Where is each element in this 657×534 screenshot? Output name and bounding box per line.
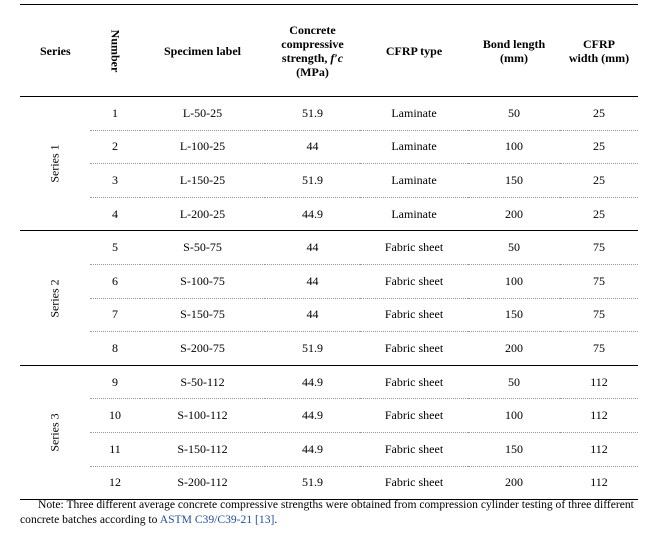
cell-cfrp-type: Fabric sheet	[360, 466, 468, 500]
cell-number: 11	[90, 432, 140, 466]
strength-symbol: f′c	[330, 50, 344, 65]
cell-specimen-label: S-50-112	[140, 365, 265, 399]
series-label: Series 1	[47, 144, 62, 183]
cell-number: 2	[90, 130, 140, 164]
cell-specimen-label: S-150-112	[140, 432, 265, 466]
table-row	[20, 97, 638, 131]
cell-bond-length: 100	[468, 264, 560, 298]
cell-number: 5	[90, 231, 140, 265]
cell-cfrp-width: 112	[560, 466, 638, 500]
series-label: Series 3	[47, 413, 62, 452]
cell-strength: 44	[265, 130, 360, 164]
cell-number: 1	[90, 97, 140, 131]
cell-strength: 44.9	[265, 365, 360, 399]
header-number: Number	[90, 5, 140, 97]
cell-specimen-label: S-50-75	[140, 231, 265, 265]
cell-strength: 44.9	[265, 399, 360, 433]
series-cell	[20, 97, 90, 231]
series-label: Series 2	[47, 278, 62, 318]
cell-bond-length: 100	[468, 130, 560, 164]
cell-bond-length: 50	[468, 231, 560, 265]
table-row	[20, 197, 638, 231]
cell-cfrp-width: 75	[560, 231, 638, 265]
cell-specimen-label: S-150-75	[140, 298, 265, 332]
cell-strength: 44	[265, 231, 360, 265]
cell-number: 10	[90, 399, 140, 433]
cell-strength: 51.9	[265, 164, 360, 198]
cell-bond-length: 200	[468, 466, 560, 500]
cell-strength: 51.9	[265, 466, 360, 500]
cell-number: 4	[90, 197, 140, 231]
table-body	[20, 97, 638, 500]
cell-cfrp-width: 25	[560, 197, 638, 231]
cell-strength: 44.9	[265, 197, 360, 231]
cell-cfrp-type: Fabric sheet	[360, 399, 468, 433]
cell-bond-length: 50	[468, 365, 560, 399]
cell-cfrp-type: Fabric sheet	[360, 432, 468, 466]
cell-number: 3	[90, 164, 140, 198]
cell-specimen-label: S-100-112	[140, 399, 265, 433]
header-series: Series	[20, 5, 90, 97]
cell-cfrp-width: 112	[560, 365, 638, 399]
cell-cfrp-width: 75	[560, 264, 638, 298]
cell-strength: 44	[265, 298, 360, 332]
header-specimen-label: Specimen label	[140, 5, 265, 97]
cell-bond-length: 50	[468, 97, 560, 131]
cell-cfrp-width: 75	[560, 298, 638, 332]
table-note: Note: Three different average concrete compressive strengths were obtained from compression cylinder testing of three different concrete batches according to ASTM C39/C39-21 [13].	[20, 498, 634, 526]
cell-cfrp-type: Fabric sheet	[360, 231, 468, 265]
cell-bond-length: 150	[468, 164, 560, 198]
series-cell	[20, 365, 90, 499]
cell-strength: 51.9	[265, 97, 360, 131]
cell-number: 7	[90, 298, 140, 332]
header-row	[20, 5, 638, 97]
header-strength: Concrete compressive strength, f′c (MPa)	[265, 5, 360, 97]
cell-number: 9	[90, 365, 140, 399]
cell-cfrp-width: 25	[560, 97, 638, 131]
table-row	[20, 130, 638, 164]
specimen-table	[20, 4, 638, 500]
header-cfrp-width: CFRP width (mm)	[560, 5, 638, 97]
cell-bond-length: 200	[468, 197, 560, 231]
cell-specimen-label: L-50-25	[140, 97, 265, 131]
table-row	[20, 365, 638, 399]
table-row	[20, 231, 638, 265]
table-row	[20, 399, 638, 433]
series-cell	[20, 231, 90, 365]
cell-cfrp-type: Fabric sheet	[360, 298, 468, 332]
cell-specimen-label: L-200-25	[140, 197, 265, 231]
cell-bond-length: 100	[468, 399, 560, 433]
table-row	[20, 264, 638, 298]
cell-strength: 51.9	[265, 332, 360, 366]
cell-number: 12	[90, 466, 140, 500]
cell-bond-length: 150	[468, 432, 560, 466]
cell-cfrp-width: 112	[560, 399, 638, 433]
cell-cfrp-type: Laminate	[360, 164, 468, 198]
cell-specimen-label: S-100-75	[140, 264, 265, 298]
cell-number: 8	[90, 332, 140, 366]
cell-cfrp-type: Fabric sheet	[360, 264, 468, 298]
cell-specimen-label: S-200-75	[140, 332, 265, 366]
cell-specimen-label: S-200-112	[140, 466, 265, 500]
cell-bond-length: 150	[468, 298, 560, 332]
cell-cfrp-width: 112	[560, 432, 638, 466]
astm-reference-link[interactable]: ASTM C39/C39-21 [13]	[159, 513, 275, 526]
cell-cfrp-width: 25	[560, 130, 638, 164]
table-row	[20, 298, 638, 332]
cell-cfrp-width: 75	[560, 332, 638, 366]
table-row	[20, 466, 638, 500]
table-row	[20, 332, 638, 366]
table-row	[20, 164, 638, 198]
table-row	[20, 432, 638, 466]
cell-cfrp-type: Laminate	[360, 197, 468, 231]
cell-number: 6	[90, 264, 140, 298]
cell-strength: 44.9	[265, 432, 360, 466]
table-container	[20, 4, 638, 500]
cell-cfrp-width: 25	[560, 164, 638, 198]
cell-cfrp-type: Laminate	[360, 97, 468, 131]
header-cfrp-type: CFRP type	[360, 5, 468, 97]
cell-specimen-label: L-150-25	[140, 164, 265, 198]
cell-cfrp-type: Fabric sheet	[360, 332, 468, 366]
cell-bond-length: 200	[468, 332, 560, 366]
cell-cfrp-type: Fabric sheet	[360, 365, 468, 399]
cell-specimen-label: L-100-25	[140, 130, 265, 164]
cell-strength: 44	[265, 264, 360, 298]
header-bond-length: Bond length (mm)	[468, 5, 560, 97]
cell-cfrp-type: Laminate	[360, 130, 468, 164]
